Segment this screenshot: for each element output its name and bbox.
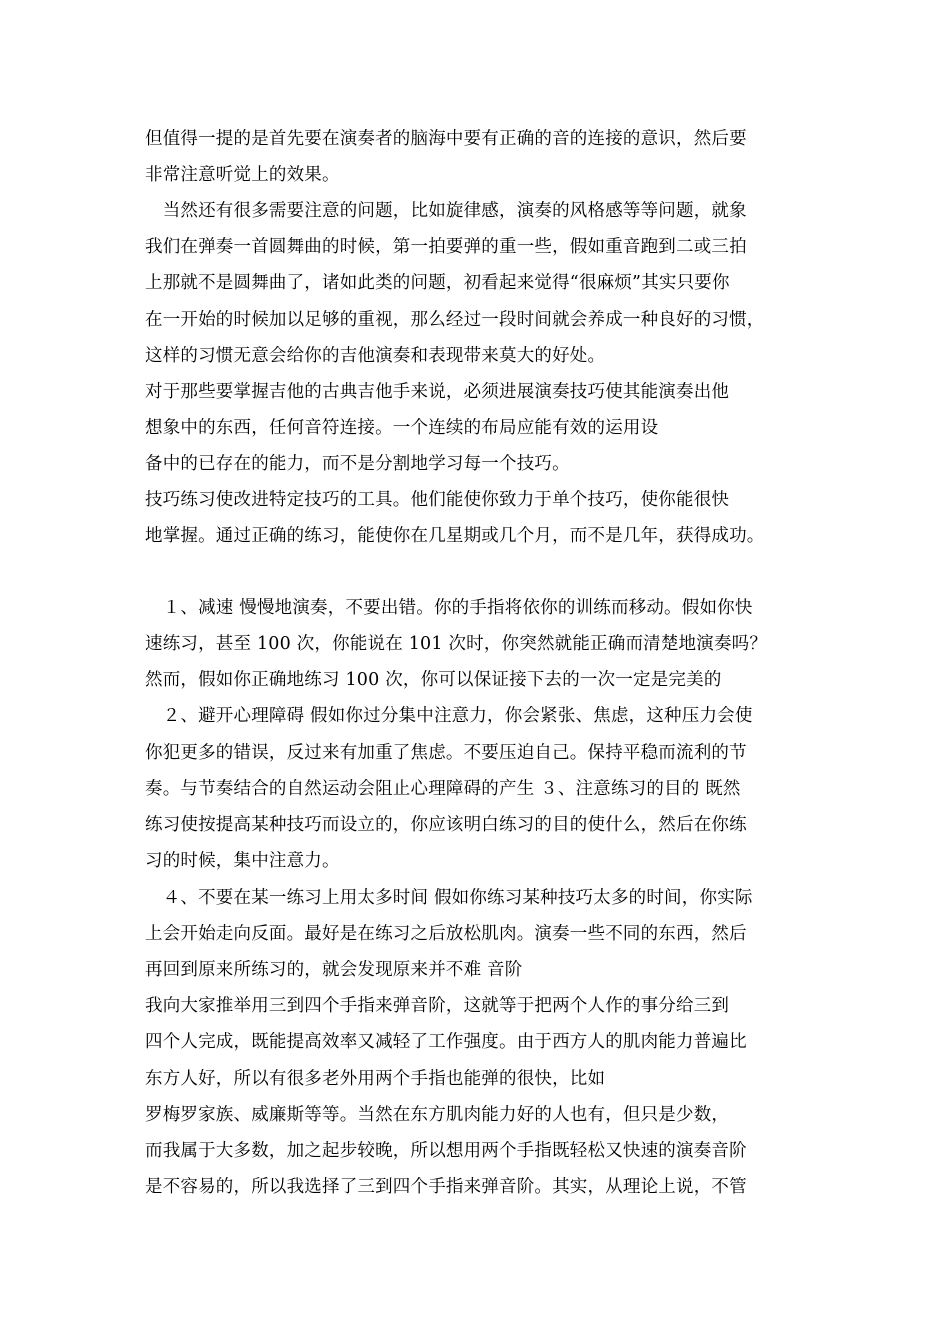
- text-line: 练习使按提高某种技巧而设立的，你应该明白练习的目的使什么，然后在你练: [145, 815, 747, 835]
- text-line: ２、避开心理障碍 假如你过分集中注意力，你会紧张、焦虑，这种压力会使: [145, 706, 753, 726]
- text-line: 备中的已存在的能力，而不是分割地学习每一个技巧。: [145, 454, 570, 474]
- text-line: 当然还有很多需要注意的问题，比如旋律感，演奏的风格感等等问题，就象: [145, 201, 747, 221]
- text-line: 速练习，甚至 100 次，你能说在 101 次时，你突然就能正确而清楚地演奏吗？: [145, 634, 768, 654]
- text-line: 但值得一提的是首先要在演奏者的脑海中要有正确的音的连接的意识，然后要: [145, 129, 747, 149]
- text-line: 我们在弹奏一首圆舞曲的时候，第一拍要弹的重一些，假如重音跑到二或三拍: [145, 237, 747, 257]
- text-line: 你犯更多的错误，反过来有加重了焦虑。不要压迫自己。保持平稳而流利的节: [145, 743, 747, 763]
- text-line: 而我属于大多数，加之起步较晚，所以想用两个手指既轻松又快速的演奏音阶: [145, 1141, 747, 1161]
- text-line: 上会开始走向反面。最好是在练习之后放松肌肉。演奏一些不同的东西，然后: [145, 924, 747, 944]
- text-line: 再回到原来所练习的，就会发现原来并不难 音阶: [145, 960, 523, 980]
- text-line: 习的时候，集中注意力。: [145, 851, 340, 871]
- text-line: １、减速 慢慢地演奏，不要出错。你的手指将依你的训练而移动。假如你快: [145, 598, 753, 618]
- text-line: 这样的习惯无意会给你的吉他演奏和表现带来莫大的好处。: [145, 346, 606, 366]
- text-line: 然而，假如你正确地练习 100 次，你可以保证接下去的一次一定是完美的: [145, 670, 722, 690]
- text-line: 四个人完成，既能提高效率又减轻了工作强度。由于西方人的肌肉能力普遍比: [145, 1032, 747, 1052]
- text-line: 罗梅罗家族、威廉斯等等。当然在东方肌肉能力好的人也有，但只是少数，: [145, 1105, 730, 1125]
- text-line: 奏。与节奏结合的自然运动会阻止心理障碍的产生 ３、注意练习的目的 既然: [145, 779, 741, 799]
- text-line: 在一开始的时候加以足够的重视，那么经过一段时间就会养成一种良好的习惯，: [145, 310, 765, 330]
- text-line: 地掌握。通过正确的练习，能使你在几星期或几个月，而不是几年，获得成功。: [145, 526, 765, 546]
- text-line: ４、不要在某一练习上用太多时间 假如你练习某种技巧太多的时间，你实际: [145, 888, 753, 908]
- text-line: 技巧练习使改进特定技巧的工具。他们能使你致力于单个技巧，使你能很快: [145, 490, 730, 510]
- text-line: 我向大家推举用三到四个手指来弹音阶，这就等于把两个人作的事分给三到: [145, 996, 730, 1016]
- text-line: 想象中的东西，任何音符连接。一个连续的布局应能有效的运用设: [145, 418, 659, 438]
- text-line: 上那就不是圆舞曲了，诸如此类的问题，初看起来觉得“很麻烦”其实只要你: [145, 273, 730, 293]
- text-line: 对于那些要掌握吉他的古典吉他手来说，必须进展演奏技巧使其能演奏出他: [145, 382, 730, 402]
- text-line: 非常注意听觉上的效果。: [145, 165, 340, 185]
- text-line: 东方人好，所以有很多老外用两个手指也能弹的很快，比如: [145, 1069, 606, 1089]
- text-line: 是不容易的，所以我选择了三到四个手指来弹音阶。其实，从理论上说，不管: [145, 1177, 747, 1197]
